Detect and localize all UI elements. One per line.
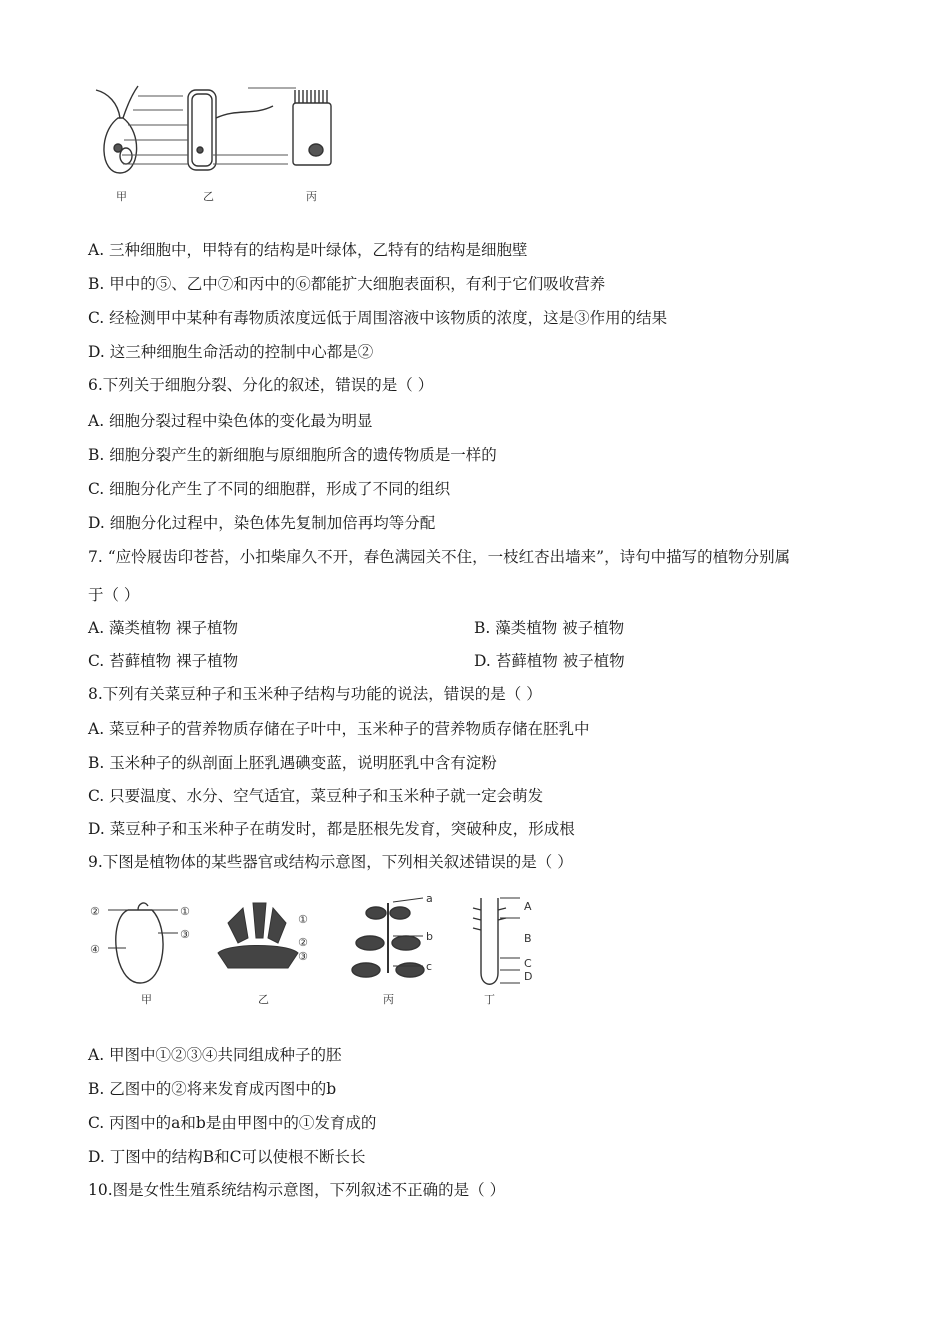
svg-text:B: B bbox=[524, 932, 532, 945]
q8-option-a: A. 菜豆种子的营养物质存储在子叶中，玉米种子的营养物质存储在胚乳中 bbox=[88, 720, 590, 738]
q7-option-d: D. 苔藓植物 被子植物 bbox=[474, 652, 625, 670]
plant-figure-svg bbox=[88, 888, 558, 1013]
q8-option-d: D. 菜豆种子和玉米种子在萌发时，都是胚根先发育，突破种皮，形成根 bbox=[88, 820, 575, 838]
label-ding-9: 丁 bbox=[484, 993, 495, 1006]
label-bing-9: 丙 bbox=[383, 993, 394, 1006]
plant-figure bbox=[88, 888, 558, 1013]
q6-option-c: C. 细胞分化产生了不同的细胞群，形成了不同的组织 bbox=[88, 480, 451, 498]
svg-text:①: ① bbox=[298, 913, 308, 926]
q9-stem: 9.下图是植物体的某些器官或结构示意图，下列相关叙述错误的是（ ） bbox=[88, 853, 573, 871]
svg-text:a: a bbox=[426, 892, 433, 905]
q7-option-b: B. 藻类植物 被子植物 bbox=[474, 619, 625, 637]
seed-jia bbox=[108, 903, 178, 983]
svg-text:D: D bbox=[524, 970, 533, 983]
label-jia: 甲 bbox=[116, 190, 127, 203]
svg-text:①: ① bbox=[180, 905, 190, 918]
q9-option-a: A. 甲图中①②③④共同组成种子的胚 bbox=[88, 1046, 342, 1064]
q8-option-b: B. 玉米种子的纵剖面上胚乳遇碘变蓝，说明胚乳中含有淀粉 bbox=[88, 754, 497, 772]
label-bing: 丙 bbox=[306, 190, 317, 203]
svg-text:③: ③ bbox=[180, 928, 190, 941]
cell-figure-svg bbox=[88, 78, 348, 208]
q9-option-b: B. 乙图中的②将来发育成丙图中的b bbox=[88, 1080, 337, 1098]
q7-option-c: C. 苔藓植物 裸子植物 bbox=[88, 652, 239, 670]
q9-option-d: D. 丁图中的结构B和C可以使根不断长长 bbox=[88, 1148, 366, 1166]
svg-text:b: b bbox=[426, 930, 433, 943]
q5-option-c: C. 经检测甲中某种有毒物质浓度远低于周围溶液中该物质的浓度，这是③作用的结果 bbox=[88, 309, 668, 327]
svg-text:③: ③ bbox=[298, 950, 308, 963]
stem-bing bbox=[352, 898, 424, 977]
svg-text:④: ④ bbox=[90, 943, 100, 956]
svg-text:C: C bbox=[524, 957, 532, 970]
q7-option-a: A. 藻类植物 裸子植物 bbox=[88, 619, 238, 637]
cell-yi bbox=[188, 90, 273, 170]
q6-option-d: D. 细胞分化过程中，染色体先复制加倍再均等分配 bbox=[88, 514, 436, 532]
cell-figure bbox=[88, 78, 348, 208]
q8-stem: 8.下列有关菜豆种子和玉米种子结构与功能的说法，错误的是（ ） bbox=[88, 685, 542, 703]
cell-jia bbox=[96, 86, 138, 173]
q6-option-a: A. 细胞分裂过程中染色体的变化最为明显 bbox=[88, 412, 373, 430]
svg-text:A: A bbox=[524, 900, 532, 913]
label-yi: 乙 bbox=[203, 190, 214, 203]
q9-option-c: C. 丙图中的a和b是由甲图中的①发育成的 bbox=[88, 1114, 377, 1132]
q5-option-a: A. 三种细胞中，甲特有的结构是叶绿体，乙特有的结构是细胞壁 bbox=[88, 241, 528, 259]
svg-text:c: c bbox=[426, 960, 433, 973]
q7-stem-line1: 7. “应怜屐齿印苍苔，小扣柴扉久不开，春色满园关不住，一枝红杏出墙来”，诗句中描写的植物分别属 bbox=[88, 548, 791, 566]
q6-stem: 6.下列关于细胞分裂、分化的叙述，错误的是（ ） bbox=[88, 376, 434, 394]
q5-option-b: B. 甲中的⑤、乙中⑦和丙中的⑥都能扩大细胞表面积，有利于它们吸收营养 bbox=[88, 275, 606, 293]
label-yi-9: 乙 bbox=[258, 993, 269, 1006]
q6-option-b: B. 细胞分裂产生的新细胞与原细胞所含的遗传物质是一样的 bbox=[88, 446, 497, 464]
q5-option-d: D. 这三种细胞生命活动的控制中心都是② bbox=[88, 343, 374, 361]
q7-stem-line2: 于（ ） bbox=[88, 586, 140, 604]
label-jia-9: 甲 bbox=[141, 993, 152, 1006]
root-ding bbox=[473, 898, 520, 984]
svg-text:②: ② bbox=[90, 905, 100, 918]
svg-text:②: ② bbox=[298, 936, 308, 949]
bud-yi bbox=[218, 903, 298, 968]
q8-option-c: C. 只要温度、水分、空气适宜，菜豆种子和玉米种子就一定会萌发 bbox=[88, 787, 544, 805]
cell-bing bbox=[293, 90, 331, 165]
q10-stem: 10.图是女性生殖系统结构示意图，下列叙述不正确的是（ ） bbox=[88, 1181, 506, 1199]
